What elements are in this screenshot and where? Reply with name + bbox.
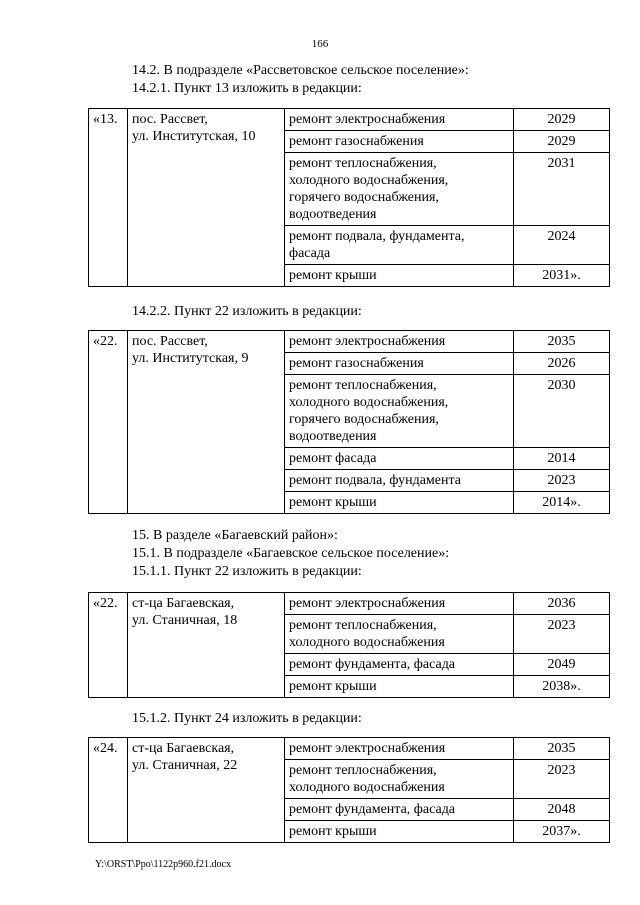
address-cell [128,738,285,843]
work-type-line: ремонт теплоснабжения, [289,378,437,393]
table-item-24 [88,737,610,843]
address-line: ст-ца Багаевская, [132,596,235,611]
work-type-line: ремонт фасада [289,451,377,466]
page-number: 166 [311,38,329,50]
work-type-line: холодного водоснабжения [289,635,445,650]
paragraph-15-1-2: 15.1.2. Пункт 24 изложить в редакции: [132,711,362,726]
address-line: ул. Станичная, 18 [132,613,238,628]
work-type-cell [285,131,514,153]
item-number: «13. [89,109,128,287]
work-type-cell [285,331,514,353]
work-type-cell [285,760,514,799]
work-type-line: ремонт фундамента, фасада [289,657,456,672]
year-cell: 2023 [514,760,610,799]
year-cell: 2014 [514,448,610,470]
item-number: «24. [89,738,128,843]
year-cell: 2014». [514,492,610,514]
work-type-line: ремонт подвала, фундамента [289,473,461,488]
work-type-cell [285,353,514,375]
year-cell: 2031 [514,153,610,226]
work-type-line: холодного водоснабжения, [289,173,449,188]
work-type-cell [285,109,514,131]
item-number: «22. [89,593,128,698]
address-line: пос. Рассвет, [132,112,208,127]
work-type-line: ремонт крыши [289,679,377,694]
paragraph-14-2-2: 14.2.2. Пункт 22 изложить в редакции: [132,304,362,319]
work-type-line: водоотведения [289,429,377,444]
address-line: ул. Институтская, 9 [132,351,249,366]
work-type-line: водоотведения [289,207,377,222]
year-cell: 2031». [514,265,610,287]
paragraph-15: 15. В разделе «Багаевский район»: [132,528,338,543]
year-cell: 2030 [514,375,610,448]
work-type-cell [285,448,514,470]
work-type-line: ремонт крыши [289,824,377,839]
work-type-line: холодного водоснабжения, [289,395,449,410]
year-cell: 2023 [514,470,610,492]
work-type-line: горячего водоснабжения, [289,190,439,205]
table-item-22-rassvet [88,330,610,514]
work-type-line: ремонт крыши [289,495,377,510]
work-type-cell [285,738,514,760]
work-type-line: ремонт электроснабжения [289,741,446,756]
address-line: ул. Институтская, 10 [132,129,256,144]
table-row [89,738,610,760]
work-type-line: горячего водоснабжения, [289,412,439,427]
table-item-13 [88,108,610,287]
year-cell: 2029 [514,131,610,153]
paragraph-14-2-1: 14.2.1. Пункт 13 изложить в редакции: [132,81,362,96]
address-line: пос. Рассвет, [132,334,208,349]
item-number: «22. [89,331,128,514]
year-cell: 2048 [514,799,610,821]
year-cell: 2038». [514,676,610,698]
year-cell: 2023 [514,615,610,654]
work-type-line: ремонт электроснабжения [289,112,446,127]
year-cell: 2035 [514,738,610,760]
year-cell: 2036 [514,593,610,615]
paragraph-15-1-1: 15.1.1. Пункт 22 изложить в редакции: [132,564,362,579]
work-type-line: ремонт газоснабжения [289,356,424,371]
work-type-cell [285,615,514,654]
work-type-cell [285,470,514,492]
work-type-line: фасада [289,246,331,261]
work-type-cell [285,654,514,676]
work-type-cell [285,676,514,698]
work-type-cell [285,593,514,615]
table-item-22-bagaevskaya [88,592,610,698]
work-type-cell [285,821,514,843]
year-cell: 2049 [514,654,610,676]
work-type-line: ремонт теплоснабжения, [289,156,437,171]
work-type-line: ремонт теплоснабжения, [289,763,437,778]
footer-file-path: Y:\ORST\Ppo\1122p960.f21.docx [95,859,231,870]
work-type-line: ремонт теплоснабжения, [289,618,437,633]
paragraph-15-1: 15.1. В подразделе «Багаевское сельское поселение»: [132,546,450,561]
work-type-cell [285,375,514,448]
table-row [89,331,610,353]
address-cell [128,109,285,287]
table-row [89,593,610,615]
year-cell: 2035 [514,331,610,353]
work-type-line: ремонт газоснабжения [289,134,424,149]
work-type-cell [285,799,514,821]
table-row [89,109,610,131]
address-cell [128,331,285,514]
address-cell [128,593,285,698]
work-type-line: холодного водоснабжения [289,780,445,795]
work-type-line: ремонт крыши [289,268,377,283]
year-cell: 2029 [514,109,610,131]
year-cell: 2024 [514,226,610,265]
work-type-cell [285,226,514,265]
work-type-line: ремонт фундамента, фасада [289,802,456,817]
work-type-cell [285,153,514,226]
work-type-cell [285,265,514,287]
work-type-line: ремонт подвала, фундамента, [289,229,465,244]
work-type-cell [285,492,514,514]
address-line: ул. Станичная, 22 [132,758,238,773]
year-cell: 2037». [514,821,610,843]
work-type-line: ремонт электроснабжения [289,596,446,611]
year-cell: 2026 [514,353,610,375]
paragraph-14-2: 14.2. В подразделе «Рассветовское сельское поселение»: [132,63,469,78]
work-type-line: ремонт электроснабжения [289,334,446,349]
address-line: ст-ца Багаевская, [132,741,235,756]
